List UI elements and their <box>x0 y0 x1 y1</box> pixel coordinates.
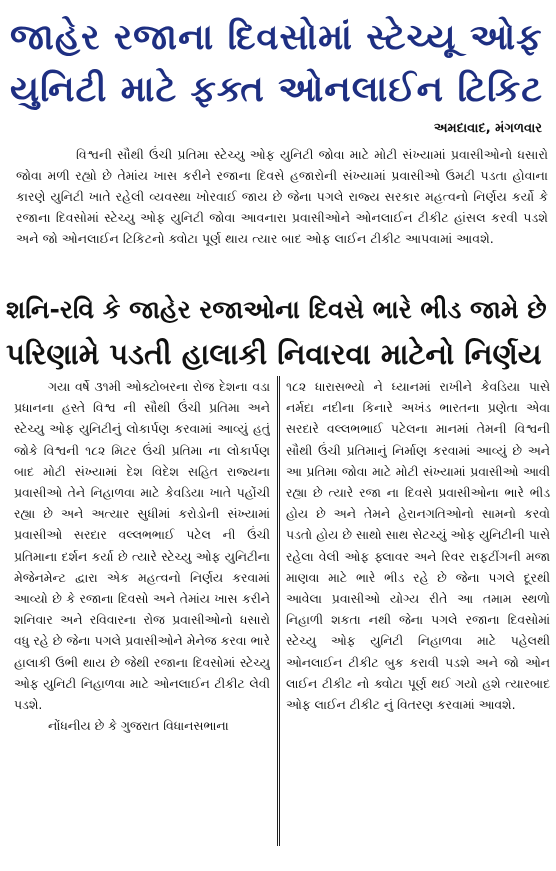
intro-paragraph: વિશ્વની સૌથી ઉંચી પ્રતિમા સ્ટેચ્યુ ઓફ યુનિટી જોવા માટે મોટી સંખ્યામાં પ્રવાસીઓનો ધસારો જોવા મળી રહ્યો છે તેમાંય ખાસ કરીને રજાના દિવસે હજારોની સંખ્યામાં પ્રવાસીઓ ઉમટી પડતા હોવાના કારણે યુનિટી ખાતે રહેલી વ્યવસ્થા ખોરવાઈ જાય છે જેના પગલે રાજ્ય સરકાર મહત્વનો નિર્ણય કર્યો કે રજાના દિવસોમાં સ્ટેચ્યુ ઓફ યુનિટી જોવા આવનારા પ્રવાસીઓને ઓનલાઈન ટીકીટ હાંસલ કરવી પડશે અને જો ઓનલાઈન ટિકિટનો ક્વોટા પૂર્ણ થાય ત્યાર બાદ ઓફ લાઈન ટીકીટ આપવામાં આવશે. <box>16 147 549 246</box>
left-column <box>14 376 270 864</box>
headline-line-2: યુનિટી માટે ફક્ત ઓનલાઈન ટિકિટ <box>10 69 543 110</box>
column-divider <box>277 376 280 846</box>
right-column-paragraph-1: ૧૮૨ ધારાસભ્યો ને ધ્યાનમાં રાખીને કેવડિયા પાસે નર્મદા નદીના કિનારે અખંડ ભારતના પ્રણેતા એવા સરદારે વલ્લભભાઈ પટેલના માનમાં તેમની વિશ્વની સૌથી ઉંચી પ્રતિમાનું નિર્માણ કરવામાં આવ્યું છે અને આ પ્રતિમા જોવા માટે મોટી સંખ્યામાં પ્રવાસીઓ આવી રહ્યા છે ત્યારે રજા ના દિવસે પ્રવાસીઓના ભારે ભીડ હોય છે અને તેમને હેરાનગતિઓનો સામનો કરવો પડતો હોય છે સાથો સાથ સેટચ્યું ઓફ યુનિટીની પાસે રહેલા વેલી ઓફ ફ્લાવર અને રિવર રાફટીંગની મજા માણવા માટે ભારે ભીડ રહે છે જેના પગલે દૂરથી આવેલા પ્રવાસીઓ યોગ્ય રીતે આ તમામ સ્થળો નિહાળી શકતા નથી જેના પગલે રજાના દિવસોમાં સ્ટેચ્યુ ઓફ યુનિટી નિહાળવા માટે પહેલથી ઓનલાઈન ટીકીટ બુક કરાવી પડશે અને જો ઓન લાઈન ટીકીટ નો ક્વોટા પૂર્ણ થઈ ગયો હશે ત્યારબાદ ઓફ લાઈન ટીકીટ નું વિતરણ કરવામાં આવશે. <box>286 379 550 713</box>
right-column <box>286 376 550 864</box>
subheadline-line-2: પરિણામે પડતી હાલાકી નિવારવા માટેનો નિર્ણય <box>6 337 542 371</box>
left-column-paragraph-2: નોંધનીય છે કે ગુજરાત વિધાનસભાના <box>48 718 229 734</box>
dateline: અમદાવાદ, મંગળવાર <box>433 121 542 136</box>
intro-paragraph-block <box>16 144 548 249</box>
subheadline-line-1: શનિ-રવિ કે જાહેર રજાઓના દિવસે ભારે ભીડ જામે છે <box>6 295 547 324</box>
headline-line-1: જાહેર રજાના દિવસોમાં સ્ટેચ્યૂ ઓફ <box>10 17 543 58</box>
left-column-paragraph-1: ગયા વર્ષે ૩૧મી ઓક્ટોબરના રોજ દેશના વડા પ્રધાનના હસ્તે વિશ્વ ની સૌથી ઉંચી પ્રતિમા અને સ્ટેચ્યુ ઓફ યુનિટીનું લોકાર્પણ કરવામાં આવ્યું હતું જોકે વિશ્વની ૧૮૨ મિટર ઉંચી પ્રતિમા ના લોકાર્પણ બાદ મોટી સંખ્યામાં દેશ વિદેશ સહિત રાજ્યના પ્રવાસીઓ તેને નિહાળવા માટે કેવડિયા ખાતે પહોંચી રહ્યા છે અને અત્યાર સુધીમાં કરોડોની સંખ્યામાં પ્રવાસીઓ સરદાર વલ્લભભાઈ પટેલ ની ઉંચી પ્રતિમાના દર્શન કર્યા છે ત્યારે સ્ટેચ્યુ ઓફ યુનિટીના મેજેનમેન્ટ દ્વારા એક મહત્વનો નિર્ણય કરવામાં આવ્યો છે કે રજાના દિવસો અને તેમાંય ખાસ કરીને શનિવાર અને રવિવારના રોજ પ્રવાસીઓનો ધસારો વધુ રહે છે જેના પગલે પ્રવાસીઓને મેનેજ કરવા ભારે હાલાકી ઉભી થાય છે જેથી રજાના દિવસોમાં સ્ટેચ્યુ ઓફ યુનિટી નિહાળવા માટે ઓનલાઈન ટીકીટ લેવી પડશે. <box>14 379 270 713</box>
